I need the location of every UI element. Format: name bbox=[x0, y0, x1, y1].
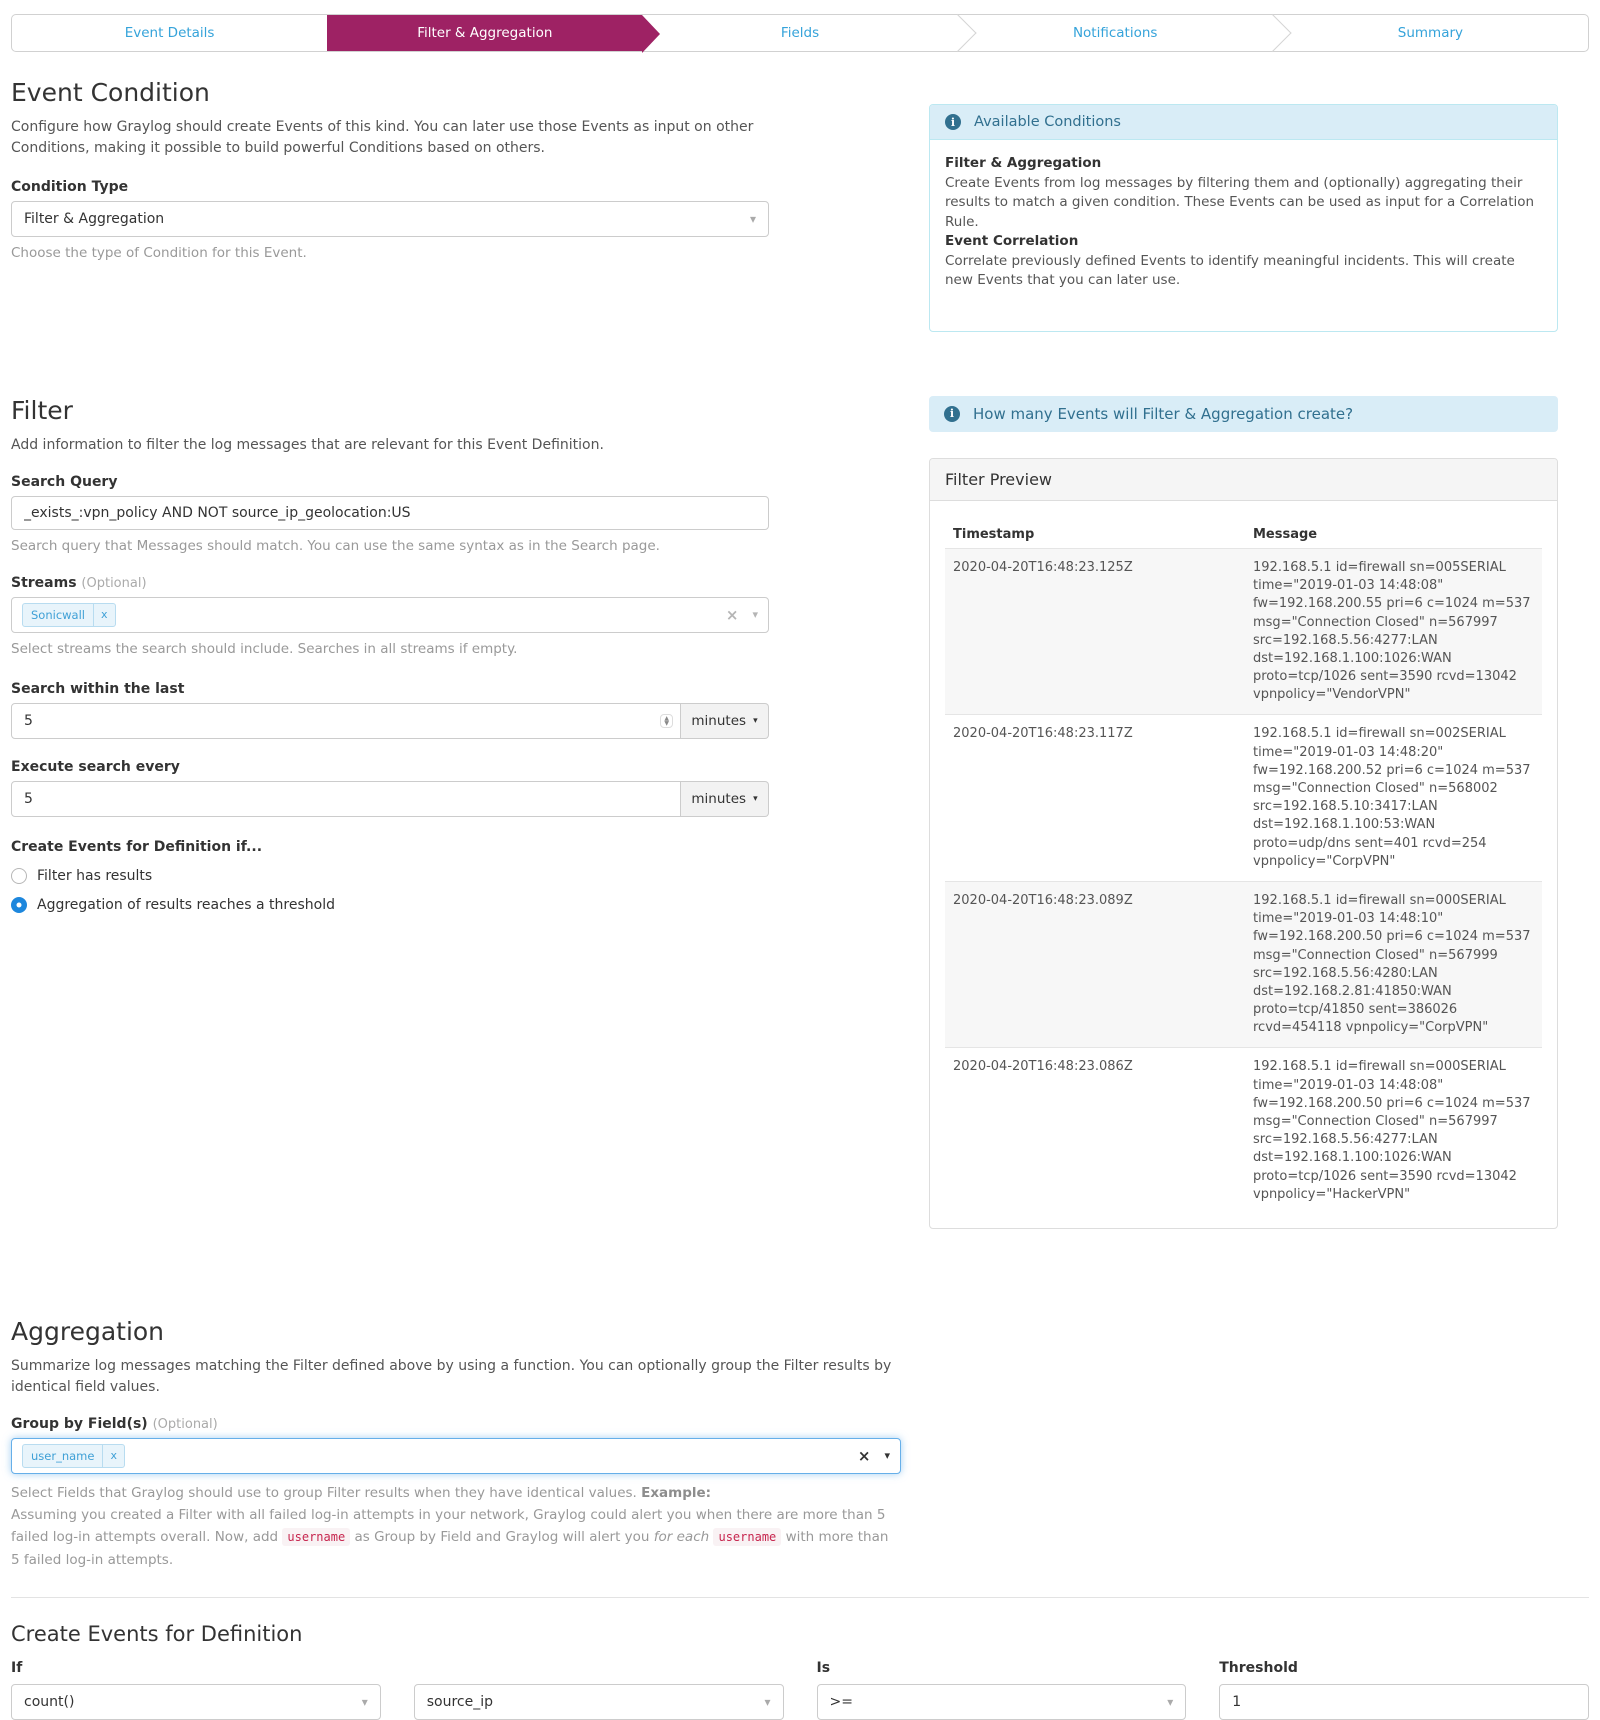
available-conditions-header bbox=[930, 105, 1557, 140]
row-timestamp: 2020-04-20T16:48:23.125Z bbox=[945, 548, 1245, 715]
condition-type-value: Filter & Aggregation bbox=[24, 211, 165, 227]
clear-icon[interactable]: × bbox=[725, 605, 739, 624]
wizard-step-event-details[interactable] bbox=[12, 15, 327, 51]
group-by-help-text: Assuming you created a Filter with all failed log-in attempts in your network, Graylog could alert you when there are more than 5 failed log-in attempts overall. Now, add bbox=[11, 1507, 886, 1546]
group-by-help-text: as Group by Field and Graylog will alert you bbox=[350, 1529, 654, 1546]
group-by-help-text: with more than 5 failed log-in attempts. bbox=[11, 1529, 889, 1568]
row-timestamp: 2020-04-20T16:48:23.089Z bbox=[945, 881, 1245, 1048]
spinner-icon[interactable] bbox=[660, 714, 673, 728]
section-divider bbox=[11, 1597, 1589, 1598]
step-label: Event Details bbox=[124, 25, 215, 41]
wizard-step-notifications[interactable] bbox=[958, 15, 1273, 51]
events-question-alert bbox=[929, 396, 1558, 432]
condition-item-name: Filter & Aggregation bbox=[945, 155, 1102, 171]
radio-icon[interactable] bbox=[11, 868, 27, 884]
streams-help: Select streams the search should include. Searches in all streams if empty. bbox=[11, 640, 518, 657]
wizard-step-filter-aggregation[interactable] bbox=[327, 15, 642, 51]
search-query-label: Search Query bbox=[11, 473, 118, 490]
condition-type-label: Condition Type bbox=[11, 179, 129, 195]
field-label-spacer bbox=[414, 1660, 784, 1677]
code-username: username bbox=[282, 1528, 350, 1546]
event-condition-title: Event Condition bbox=[11, 78, 210, 107]
caret-down-icon[interactable]: ▾ bbox=[884, 1449, 890, 1463]
row-message: 192.168.5.1 id=firewall sn=000SERIAL time="2019-01-03 14:48:08" fw=192.168.200.50 pri=6 c=1024 m=537 msg="Connection Closed" n=567997 src=192.168.5.56:4277:LAN dst=192.168.1.100:1026:WAN proto=tcp/1026 sent=3590 rcvd=13042 vpnpolicy="HackerVPN" bbox=[1245, 1048, 1542, 1214]
streams-optional-text: (Optional) bbox=[81, 575, 147, 591]
events-question-text: How many Events will Filter & Aggregation create? bbox=[973, 404, 1354, 423]
group-by-help-example: Example: bbox=[641, 1484, 712, 1501]
streams-select[interactable] bbox=[11, 597, 769, 633]
group-by-label bbox=[11, 1416, 901, 1432]
streams-label-text: Streams bbox=[11, 574, 77, 591]
create-events-title: Create Events for Definition bbox=[11, 1622, 303, 1646]
table-row bbox=[945, 1048, 1542, 1214]
stream-chip bbox=[22, 603, 116, 627]
unit-label: minutes bbox=[691, 713, 747, 730]
code-username: username bbox=[713, 1528, 781, 1546]
operator-value: >= bbox=[829, 1694, 853, 1710]
group-by-optional-text: (Optional) bbox=[152, 1416, 218, 1432]
caret-down-icon: ▾ bbox=[753, 716, 758, 727]
table-row bbox=[945, 548, 1542, 715]
caret-down-icon: ▾ bbox=[753, 794, 758, 805]
group-by-help bbox=[11, 1482, 901, 1571]
radio-filter-has-results[interactable] bbox=[11, 868, 769, 884]
radio-checked-icon[interactable] bbox=[11, 897, 27, 913]
search-within-input[interactable] bbox=[11, 703, 681, 739]
filter-preview-table bbox=[945, 521, 1542, 1214]
condition-item-description: Correlate previously defined Events to identify meaningful incidents. This will create new Events that you can later use. bbox=[945, 252, 1515, 289]
field-value: source_ip bbox=[426, 1694, 494, 1710]
row-timestamp: 2020-04-20T16:48:23.117Z bbox=[945, 715, 1245, 882]
radio-aggregation-threshold[interactable] bbox=[11, 897, 769, 913]
filter-title: Filter bbox=[11, 395, 73, 425]
table-row bbox=[945, 881, 1542, 1048]
aggregation-title: Aggregation bbox=[11, 1316, 165, 1346]
wizard-step-summary[interactable] bbox=[1273, 15, 1588, 51]
group-by-help-text: Select Fields that Graylog should use to group Filter results when they have identical values. bbox=[11, 1484, 642, 1501]
row-message: 192.168.5.1 id=firewall sn=005SERIAL time="2019-01-03 14:48:08" fw=192.168.200.55 pri=6 c=1024 m=537 msg="Connection Closed" n=567997 src=192.168.5.56:4277:LAN dst=192.168.1.100:1026:WAN proto=tcp/1026 sent=3590 rcvd=13042 vpnpolicy="VendorVPN" bbox=[1245, 548, 1542, 715]
info-icon: i bbox=[944, 406, 960, 422]
execute-every-input[interactable] bbox=[11, 781, 681, 817]
aggregation-description: Summarize log messages matching the Filter defined above by using a function. You can optionally group the Filter results by identical field values. bbox=[11, 1357, 892, 1395]
search-query-help: Search query that Messages should match. You can use the same syntax as in the Search page. bbox=[11, 537, 660, 554]
streams-label bbox=[11, 575, 769, 591]
function-value: count() bbox=[24, 1694, 75, 1710]
group-by-label-text: Group by Field(s) bbox=[11, 1415, 148, 1432]
caret-down-icon[interactable]: ▾ bbox=[752, 608, 758, 621]
row-message: 192.168.5.1 id=firewall sn=002SERIAL time="2019-01-03 14:48:20" fw=192.168.200.52 pri=6 c=1024 m=537 msg="Connection Closed" n=568002 src=192.168.5.10:3417:LAN dst=192.168.1.100:53:WAN proto=udp/dns sent=401 rcvd=254 vpnpolicy="CorpVPN" bbox=[1245, 715, 1542, 882]
search-within-label: Search within the last bbox=[11, 681, 185, 698]
unit-label: minutes bbox=[691, 791, 747, 808]
execute-every-unit-button[interactable] bbox=[681, 781, 769, 817]
condition-type-help: Choose the type of Condition for this Event. bbox=[11, 245, 307, 261]
table-row bbox=[945, 715, 1542, 882]
spinner-down-icon[interactable]: ▼ bbox=[664, 720, 669, 728]
function-select[interactable] bbox=[11, 1684, 381, 1720]
caret-down-icon: ▾ bbox=[361, 1695, 368, 1709]
wizard-step-fields[interactable] bbox=[642, 15, 957, 51]
step-label: Notifications bbox=[1072, 25, 1158, 41]
remove-tag-icon[interactable]: x bbox=[93, 604, 115, 626]
event-condition-description: Configure how Graylog should create Events of this kind. You can later use those Events as input on other Conditions, making it possible to build powerful Conditions based on others. bbox=[11, 119, 754, 156]
condition-type-select[interactable] bbox=[11, 201, 769, 237]
radio-label: Aggregation of results reaches a threshold bbox=[37, 897, 335, 914]
group-by-help-italic: for each bbox=[653, 1529, 710, 1546]
row-message: 192.168.5.1 id=firewall sn=000SERIAL time="2019-01-03 14:48:10" fw=192.168.200.50 pri=6 c=1024 m=537 msg="Connection Closed" n=567999 src=192.168.5.56:4280:LAN dst=192.168.2.81:41850:WAN proto=tcp/41850 sent=386026 rcvd=454118 vpnpolicy="CorpVPN" bbox=[1245, 881, 1542, 1048]
condition-item-description: Create Events from log messages by filtering them and (optionally) aggregating their results to match a given condition. These Events can be used as input for a Correlation Rule. bbox=[945, 174, 1535, 230]
spinner-up-icon[interactable]: ▲ bbox=[664, 715, 669, 723]
if-label: If bbox=[11, 1660, 23, 1676]
available-conditions-title: Available Conditions bbox=[974, 114, 1121, 130]
remove-tag-icon[interactable]: x bbox=[102, 1445, 124, 1467]
condition-item-name: Event Correlation bbox=[945, 233, 1079, 250]
step-label: Filter & Aggregation bbox=[417, 25, 553, 41]
group-by-select[interactable] bbox=[11, 1438, 901, 1474]
column-header-timestamp: Timestamp bbox=[953, 526, 1035, 542]
group-by-chip bbox=[22, 1444, 125, 1468]
wizard-steps bbox=[11, 14, 1589, 52]
caret-down-icon: ▾ bbox=[1167, 1695, 1174, 1709]
stream-chip-label: Sonicwall bbox=[31, 607, 85, 622]
row-timestamp: 2020-04-20T16:48:23.086Z bbox=[945, 1048, 1245, 1214]
search-query-input[interactable] bbox=[11, 496, 769, 530]
caret-down-icon: ▾ bbox=[764, 1695, 771, 1709]
step-label: Fields bbox=[780, 25, 820, 41]
caret-down-icon: ▾ bbox=[749, 212, 756, 226]
column-header-message: Message bbox=[1253, 526, 1318, 542]
filter-description: Add information to filter the log messages that are relevant for this Event Definition. bbox=[11, 436, 604, 453]
available-conditions-panel bbox=[929, 104, 1558, 332]
step-label: Summary bbox=[1397, 25, 1464, 41]
info-icon: i bbox=[945, 114, 961, 130]
clear-icon[interactable]: × bbox=[857, 1446, 871, 1465]
threshold-input[interactable] bbox=[1219, 1684, 1589, 1720]
filter-preview-panel bbox=[929, 458, 1558, 1229]
filter-preview-title: Filter Preview bbox=[930, 459, 1557, 501]
group-by-chip-label: user_name bbox=[31, 1448, 95, 1463]
operator-select[interactable] bbox=[817, 1684, 1187, 1720]
field-select[interactable] bbox=[414, 1684, 784, 1720]
threshold-label: Threshold bbox=[1219, 1660, 1298, 1676]
execute-every-label: Execute search every bbox=[11, 759, 180, 776]
radio-label: Filter has results bbox=[37, 868, 153, 885]
create-events-if-label: Create Events for Definition if... bbox=[11, 839, 263, 856]
is-label: Is bbox=[816, 1660, 831, 1676]
search-within-unit-button[interactable] bbox=[681, 703, 769, 739]
